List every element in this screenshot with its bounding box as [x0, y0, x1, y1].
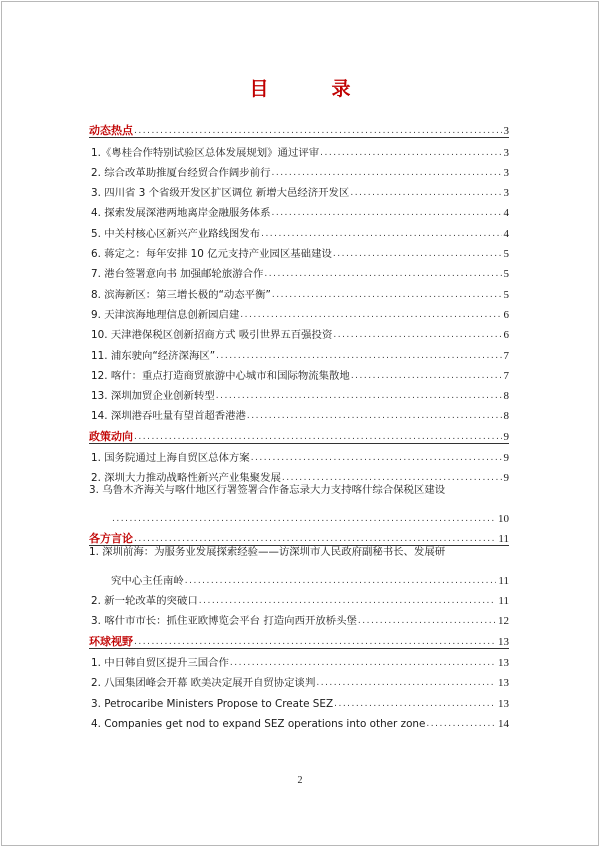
dot-leader — [333, 329, 501, 341]
toc-entry[interactable] — [89, 219, 509, 239]
toc-page-number: 11 — [498, 533, 509, 546]
toc-entry-text: 6. 蒋定之：每年安排 10 亿元支持产业园区基础建设 — [91, 248, 332, 261]
toc-entry-text: 9. 天津滨海地理信息创新园启建 — [91, 308, 240, 321]
toc-page-number: 4 — [503, 207, 509, 220]
toc-entry-text: 3. 喀什市市长：抓住亚欧博览会平台 打造向西开放桥头堡 — [91, 615, 357, 628]
dot-leader — [134, 125, 502, 137]
toc-entry-text: 究中心主任南岭 — [111, 574, 184, 587]
toc-entry[interactable] — [89, 138, 509, 158]
toc-entry-text: 1. 深圳前海：为服务业发展探索经验——访深圳市人民政府副秘书长、发展研 — [89, 546, 446, 559]
toc-entry-text: 环球视野 — [89, 634, 133, 648]
toc-page-number: 6 — [503, 329, 509, 342]
dot-leader — [134, 636, 496, 648]
toc-entry-text: 14. 深圳港吞吐量有望首超香港港 — [91, 410, 246, 423]
toc-page-number: 14 — [498, 717, 509, 730]
toc-entry[interactable] — [89, 321, 509, 341]
toc-page-number: 13 — [498, 657, 509, 670]
dot-leader — [320, 147, 501, 159]
dot-leader — [358, 615, 496, 627]
toc-entry-text: 10. 天津港保税区创新招商方式 吸引世界五百强投资 — [91, 329, 333, 342]
dot-leader — [261, 228, 501, 240]
toc-entry-text: 13. 深圳加贸企业创新转型 — [91, 390, 215, 403]
toc-page-number: 3 — [503, 187, 509, 200]
toc-entry-text: 1. 中日韩自贸区提升三国合作 — [91, 657, 229, 670]
dot-leader — [199, 595, 497, 607]
toc-page-number: 3 — [503, 166, 509, 179]
dot-leader — [247, 410, 502, 422]
table-of-contents — [89, 117, 509, 730]
dot-leader — [350, 187, 501, 199]
toc-section-heading[interactable] — [89, 117, 509, 137]
toc-page-number: 3 — [503, 146, 509, 159]
page-number: 2 — [297, 775, 303, 786]
toc-entry-text: 2. 深圳大力推动战略性新兴产业集聚发展 — [91, 472, 281, 485]
dot-leader — [351, 370, 502, 382]
toc-entry-text: 1. 国务院通过上海自贸区总体方案 — [91, 452, 250, 465]
toc-entry[interactable] — [89, 444, 509, 464]
toc-entry[interactable] — [89, 567, 509, 587]
toc-entry-text: 12. 喀什：重点打造商贸旅游中心城市和国际物流集散地 — [91, 369, 350, 382]
toc-page-number: 4 — [503, 227, 509, 240]
toc-entry[interactable] — [89, 362, 509, 382]
toc-entry[interactable] — [89, 159, 509, 179]
toc-entry[interactable] — [89, 402, 509, 422]
dot-leader — [333, 248, 502, 260]
toc-entry[interactable] — [89, 710, 509, 730]
dot-leader — [230, 657, 496, 669]
toc-page-number: 6 — [503, 308, 509, 321]
toc-page-number: 8 — [503, 390, 509, 403]
toc-entry[interactable] — [89, 179, 509, 199]
toc-section-heading[interactable] — [89, 627, 509, 647]
toc-entry[interactable] — [89, 505, 509, 525]
toc-page-number: 8 — [503, 410, 509, 423]
dot-leader — [216, 350, 501, 362]
page-title: 目 录 — [249, 78, 373, 100]
toc-entry[interactable] — [89, 240, 509, 260]
toc-entry-text: 2. 综合改革助推厦台经贸合作阔步前行 — [91, 166, 271, 179]
toc-page-number: 10 — [498, 512, 509, 525]
toc-entry[interactable] — [89, 607, 509, 627]
toc-page-number: 7 — [503, 349, 509, 362]
dot-leader — [272, 289, 502, 301]
toc-page-number: 7 — [503, 369, 509, 382]
toc-entry-text: 3. 四川省 3 个省级开发区扩区调位 新增大邑经济开发区 — [91, 187, 350, 200]
toc-entry[interactable] — [89, 382, 509, 402]
toc-entry[interactable] — [89, 260, 509, 280]
dot-leader — [112, 513, 496, 525]
toc-page-number: 13 — [498, 697, 509, 710]
dot-leader — [426, 718, 496, 730]
toc-section-heading[interactable] — [89, 525, 509, 545]
toc-entry-text: 5. 中关村核心区新兴产业路线图发布 — [91, 227, 261, 240]
toc-entry[interactable] — [89, 669, 509, 689]
toc-entry-text: 4. Companies get nod to expand SEZ operations into other zone — [91, 717, 426, 730]
toc-page-number: 3 — [503, 125, 509, 138]
toc-entry-text: 1.《粤桂合作特别试验区总体发展规划》通过评审 — [91, 146, 320, 159]
dot-leader — [216, 390, 502, 402]
toc-entry[interactable] — [89, 464, 509, 484]
toc-entry-text: 7. 港台签署意向书 加强邮轮旅游合作 — [91, 268, 264, 281]
toc-page-number: 5 — [503, 268, 509, 281]
toc-page-number: 12 — [498, 615, 509, 628]
toc-section-heading[interactable] — [89, 422, 509, 442]
toc-entry[interactable] — [89, 280, 509, 300]
toc-page-number: 13 — [498, 677, 509, 690]
toc-page-number: 9 — [503, 452, 509, 465]
toc-entry-text: 动态热点 — [89, 124, 133, 138]
dot-leader — [282, 472, 502, 484]
toc-page-number: 13 — [498, 635, 509, 648]
dot-leader — [264, 268, 501, 280]
toc-entry-text: 各方言论 — [89, 532, 133, 546]
toc-entry-text: 政策动向 — [89, 429, 133, 443]
toc-entry-text: 2. 新一轮改革的突破口 — [91, 595, 198, 608]
dot-leader — [316, 677, 496, 689]
toc-page-number: 9 — [503, 430, 509, 443]
dot-leader — [185, 575, 497, 587]
dot-leader — [271, 167, 501, 179]
toc-page-number: 11 — [498, 574, 509, 587]
toc-entry[interactable] — [89, 199, 509, 219]
toc-entry-text: 3. Petrocaribe Ministers Propose to Create SEZ — [91, 697, 334, 710]
toc-page-number: 5 — [503, 288, 509, 301]
dot-leader — [251, 452, 502, 464]
dot-leader — [134, 533, 496, 545]
toc-entry[interactable] — [89, 587, 509, 607]
toc-entry[interactable] — [89, 301, 509, 321]
dot-leader — [240, 309, 501, 321]
toc-entry-text: 2. 八国集团峰会开幕 欧美决定展开自贸协定谈判 — [91, 677, 316, 690]
toc-page-number: 5 — [503, 248, 509, 261]
toc-entry[interactable] — [89, 484, 509, 504]
toc-entry-text: 11. 浦东驶向“经济深海区” — [91, 349, 216, 362]
toc-page-number: 9 — [503, 472, 509, 485]
toc-entry-text: 3. 乌鲁木齐海关与喀什地区行署签署合作备忘录大力支持喀什综合保税区建设 — [89, 484, 446, 497]
toc-entry-text: 8. 滨海新区：第三增长极的“动态平衡” — [91, 288, 271, 301]
dot-leader — [334, 698, 496, 710]
toc-entry[interactable] — [89, 689, 509, 709]
dot-leader — [134, 431, 502, 443]
toc-entry-text: 4. 探索发展深港两地离岸金融服务体系 — [91, 207, 271, 220]
toc-entry[interactable] — [89, 649, 509, 669]
dot-leader — [271, 207, 501, 219]
toc-page-number: 11 — [498, 595, 509, 608]
toc-entry[interactable] — [89, 341, 509, 361]
toc-entry[interactable] — [89, 546, 509, 566]
